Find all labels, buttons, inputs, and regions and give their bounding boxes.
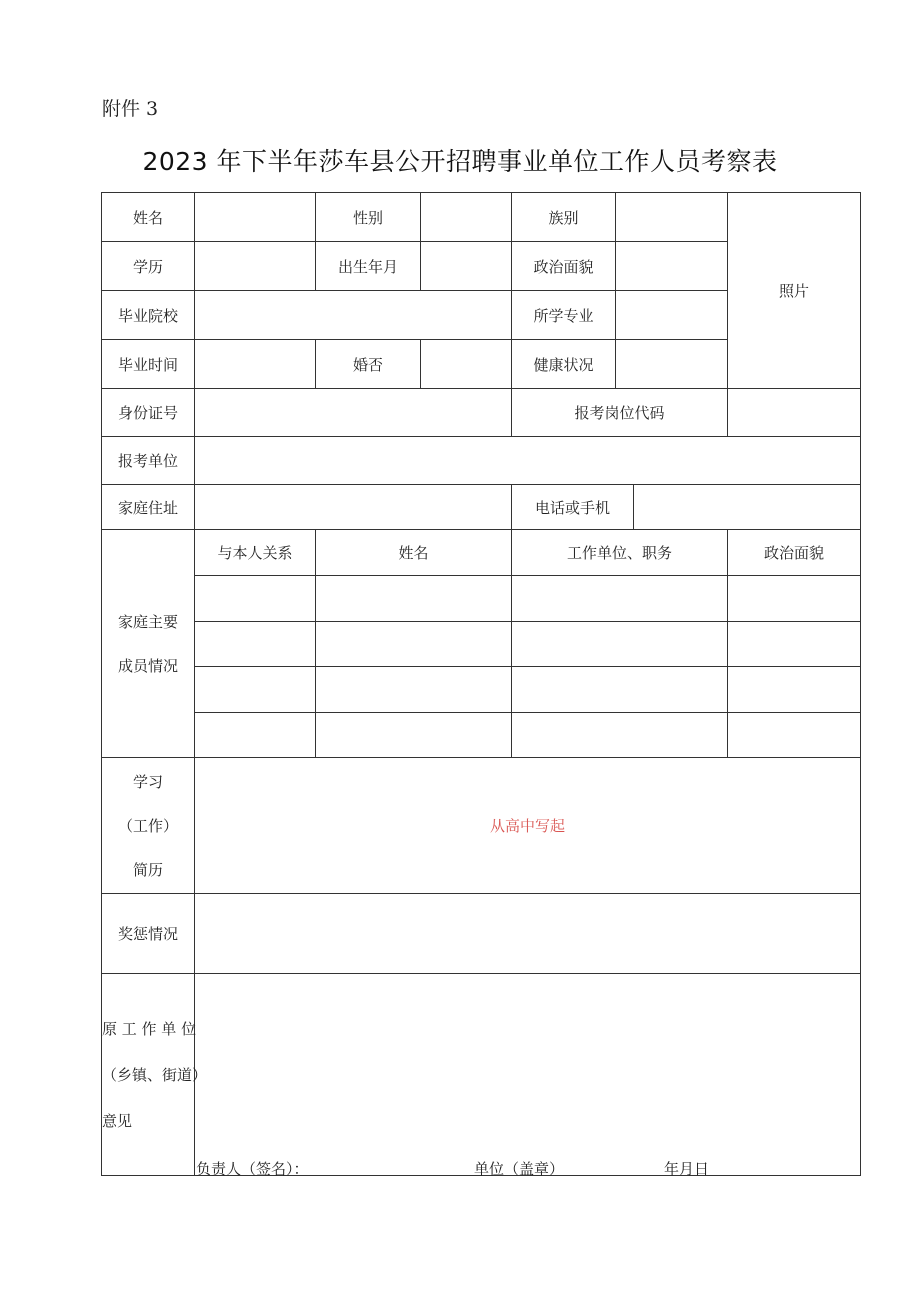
family-header-relation: 与本人关系 bbox=[195, 530, 316, 576]
form-title: 2023 年下半年莎车县公开招聘事业单位工作人员考察表 bbox=[142, 147, 778, 176]
field-political[interactable] bbox=[616, 242, 728, 291]
family-cell[interactable] bbox=[512, 576, 728, 622]
field-health[interactable] bbox=[616, 340, 728, 389]
family-cell[interactable] bbox=[195, 622, 316, 667]
label-orig-line2: （乡镇、街道） bbox=[102, 1065, 208, 1084]
field-phone[interactable] bbox=[634, 485, 861, 530]
family-cell[interactable] bbox=[728, 576, 861, 622]
photo-box[interactable]: 照片 bbox=[728, 193, 861, 389]
label-address: 家庭住址 bbox=[102, 485, 195, 530]
family-cell[interactable] bbox=[512, 622, 728, 667]
field-ethnicity[interactable] bbox=[616, 193, 728, 242]
field-name[interactable] bbox=[195, 193, 316, 242]
family-cell[interactable] bbox=[195, 576, 316, 622]
family-cell[interactable] bbox=[512, 667, 728, 713]
label-name: 姓名 bbox=[102, 193, 195, 242]
label-phone: 电话或手机 bbox=[512, 485, 634, 530]
label-grad-time: 毕业时间 bbox=[102, 340, 195, 389]
family-cell[interactable] bbox=[316, 713, 512, 758]
field-unit-applied[interactable] bbox=[195, 437, 861, 485]
label-position-code: 报考岗位代码 bbox=[512, 389, 728, 437]
label-gender: 性别 bbox=[316, 193, 421, 242]
field-resume[interactable] bbox=[195, 758, 861, 894]
field-position-code[interactable] bbox=[728, 389, 861, 437]
signature-date[interactable]: 年月日 bbox=[664, 1160, 710, 1178]
field-gender[interactable] bbox=[421, 193, 512, 242]
field-awards[interactable] bbox=[195, 894, 861, 974]
label-orig-line3: 意见 bbox=[102, 1111, 133, 1130]
label-orig-unit bbox=[102, 974, 208, 1176]
family-header-name: 姓名 bbox=[316, 530, 512, 576]
field-id-number[interactable] bbox=[195, 389, 512, 437]
family-cell[interactable] bbox=[316, 576, 512, 622]
signature-person[interactable]: 负责人（签名）： bbox=[196, 1160, 309, 1178]
label-resume-line1: 学习 bbox=[132, 772, 163, 791]
signature-unit-stamp[interactable]: 单位（盖章） bbox=[474, 1160, 565, 1178]
family-cell[interactable] bbox=[728, 622, 861, 667]
field-education[interactable] bbox=[195, 242, 316, 291]
label-resume bbox=[102, 758, 195, 894]
label-id-number: 身份证号 bbox=[102, 389, 195, 437]
label-school: 毕业院校 bbox=[102, 291, 195, 340]
field-orig-unit-opinion[interactable] bbox=[195, 974, 861, 1176]
label-marriage: 婚否 bbox=[316, 340, 421, 389]
field-school[interactable] bbox=[195, 291, 512, 340]
family-header-political: 政治面貌 bbox=[728, 530, 861, 576]
field-major[interactable] bbox=[616, 291, 728, 340]
resume-note: 从高中写起 bbox=[489, 817, 565, 835]
label-ethnicity: 族别 bbox=[512, 193, 616, 242]
label-awards: 奖惩情况 bbox=[102, 894, 195, 974]
label-orig-line1: 原 工 作 单 位 bbox=[102, 1019, 197, 1038]
family-cell[interactable] bbox=[512, 713, 728, 758]
label-political: 政治面貌 bbox=[512, 242, 616, 291]
family-cell[interactable] bbox=[316, 667, 512, 713]
family-cell[interactable] bbox=[195, 667, 316, 713]
family-cell[interactable] bbox=[728, 713, 861, 758]
signature-row bbox=[196, 1158, 856, 1176]
family-cell[interactable] bbox=[195, 713, 316, 758]
label-family bbox=[102, 530, 195, 758]
field-grad-time[interactable] bbox=[195, 340, 316, 389]
review-form-table bbox=[101, 192, 861, 1176]
field-birth[interactable] bbox=[421, 242, 512, 291]
label-resume-line2: （工作） bbox=[117, 816, 178, 835]
label-unit-applied: 报考单位 bbox=[102, 437, 195, 485]
label-resume-line3: 简历 bbox=[132, 860, 163, 879]
label-family-line1: 家庭主要 bbox=[117, 612, 178, 631]
label-family-line2: 成员情况 bbox=[117, 656, 178, 675]
label-birth: 出生年月 bbox=[316, 242, 421, 291]
label-education: 学历 bbox=[102, 242, 195, 291]
field-marriage[interactable] bbox=[421, 340, 512, 389]
family-cell[interactable] bbox=[316, 622, 512, 667]
family-header-work: 工作单位、职务 bbox=[512, 530, 728, 576]
family-cell[interactable] bbox=[728, 667, 861, 713]
attachment-label: 附件 3 bbox=[102, 98, 159, 120]
label-major: 所学专业 bbox=[512, 291, 616, 340]
label-health: 健康状况 bbox=[512, 340, 616, 389]
field-address[interactable] bbox=[195, 485, 512, 530]
